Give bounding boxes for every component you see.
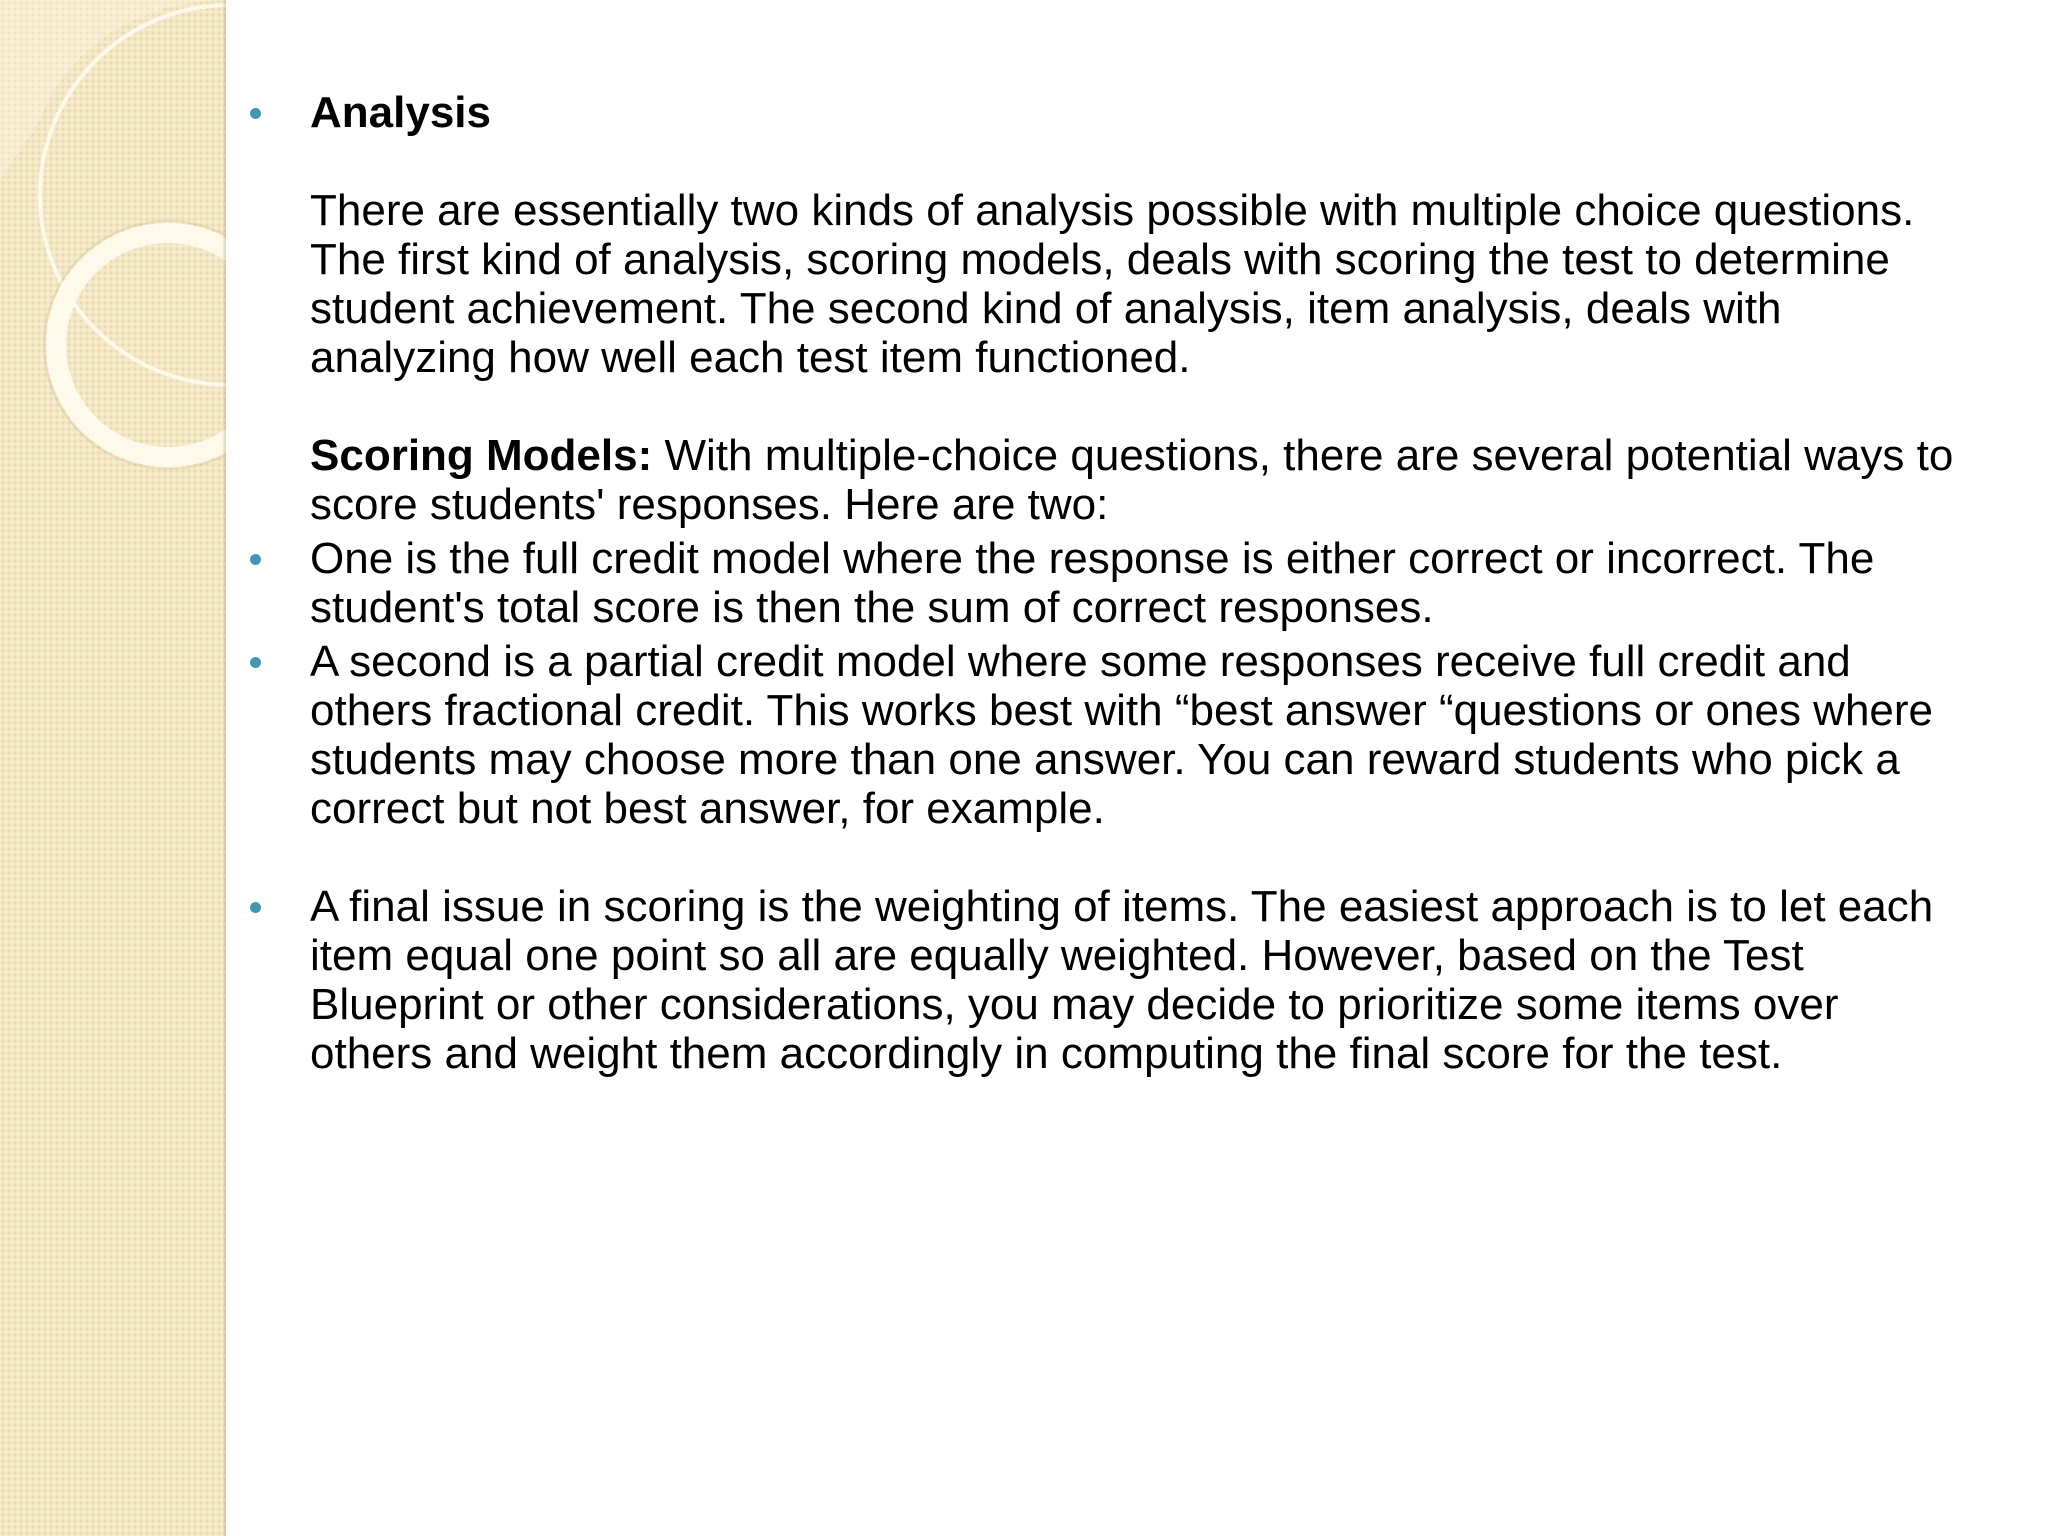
bullet-dot-icon [250, 902, 261, 913]
analysis-section [236, 88, 1956, 529]
decorative-side-band [0, 0, 226, 1536]
bullet-dot-icon [250, 657, 261, 668]
scoring-models-text: With multiple-choice questions, there are several potential ways to score students' responses. Here are two: [310, 431, 1954, 529]
list-item-text: One is the full credit model where the response is either correct or incorrect. The student's total score is then the sum of correct responses. [310, 534, 1875, 632]
analysis-heading: Analysis [310, 88, 491, 137]
list-item-text: A second is a partial credit model where some responses receive full credit and others fractional credit. This works best with “best answer “questions or ones where students may choose more than one answer. You can reward students who pick a correct but not best answer, for example. [310, 637, 1934, 833]
bullet-dot-icon [250, 554, 261, 565]
slide-content [236, 88, 1956, 1078]
side-band-edge-shadow [222, 0, 226, 1536]
scoring-models-label: Scoring Models: [310, 431, 653, 480]
analysis-intro-paragraph: There are essentially two kinds of analysis possible with multiple choice questions. The first kind of analysis, scoring models, deals with scoring the test to determine student achievement. The second kind of analysis, item analysis, deals with analyzing how well each test item functioned. [310, 186, 1915, 382]
swirl-circles-decoration [0, 0, 226, 520]
bullet-dot-icon [250, 108, 261, 119]
list-item-partial-credit [236, 637, 1956, 833]
list-item-text: A final issue in scoring is the weighting of items. The easiest approach is to let each item equal one point so all are equally weighted. However, based on the Test Blueprint or other considerations, you may decide to prioritize some items over others and weight them accordingly in computing the final score for the test. [310, 882, 1934, 1078]
list-item-weighting [236, 882, 1956, 1078]
list-item-full-credit [236, 534, 1956, 632]
scoring-models-paragraph [310, 431, 1956, 529]
